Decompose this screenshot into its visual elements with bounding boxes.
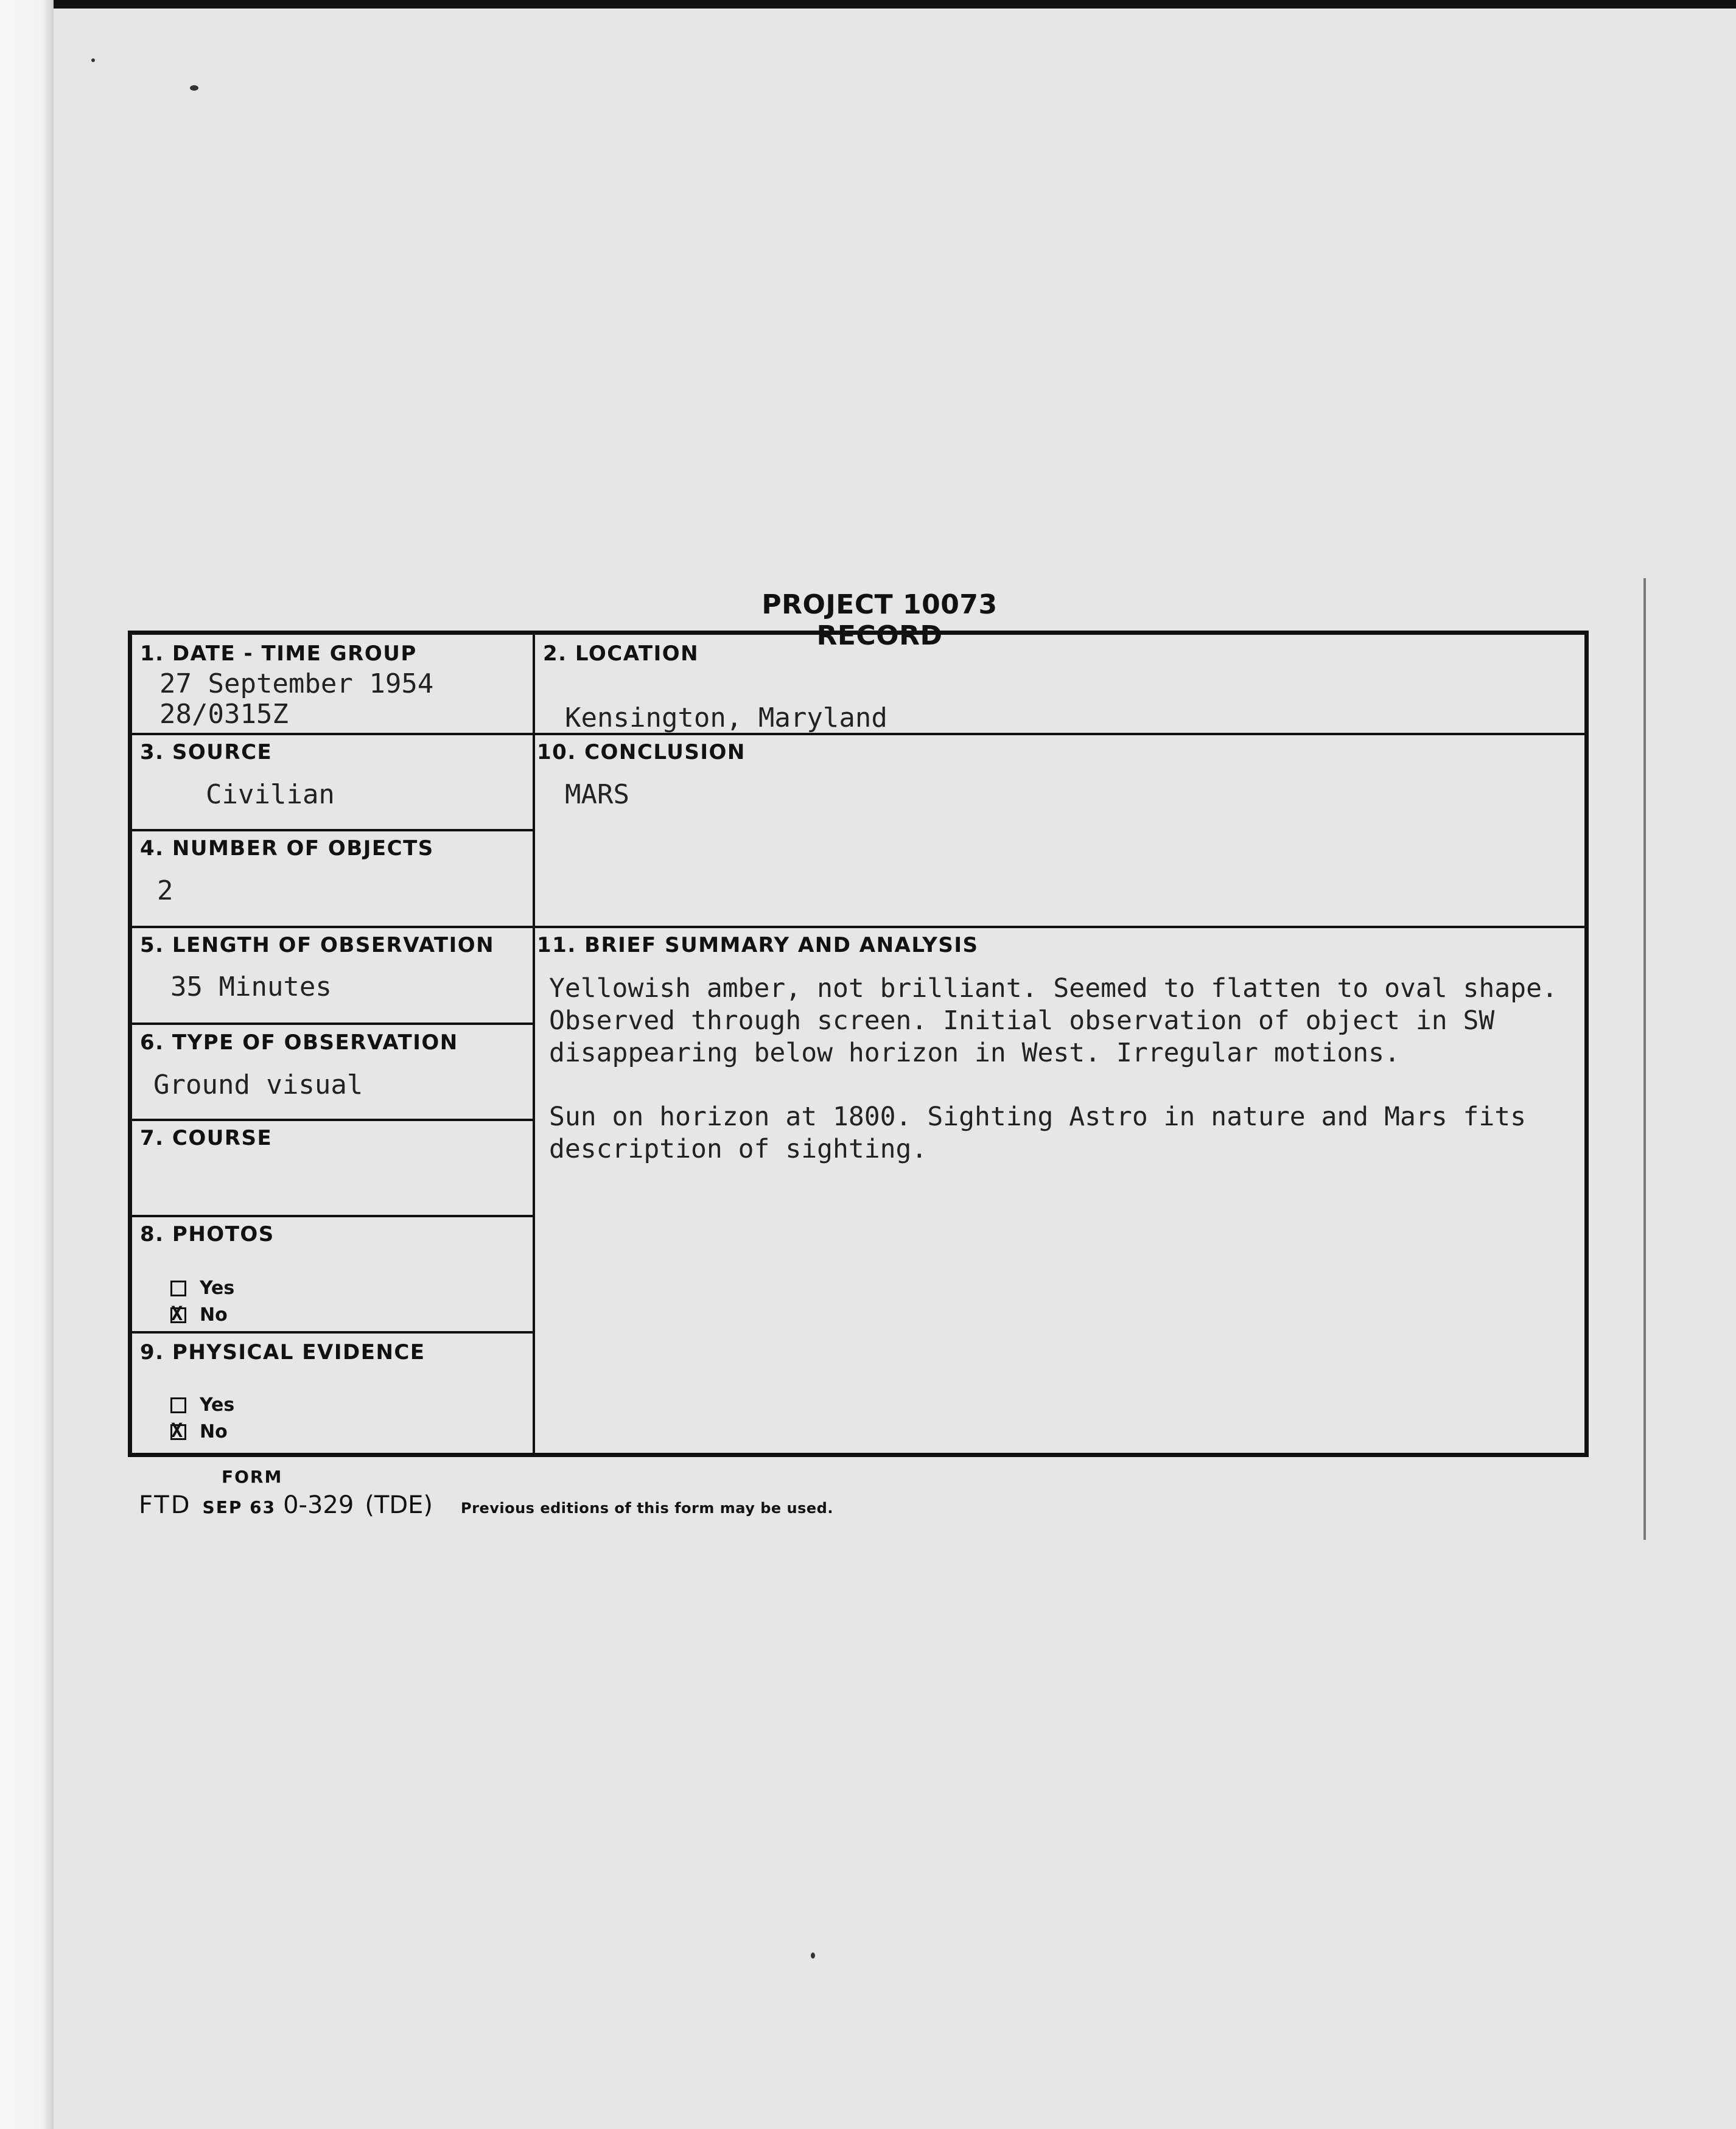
date-time-group-label: 1. DATE - TIME GROUP bbox=[140, 641, 417, 666]
photos-yes-checkbox bbox=[170, 1281, 186, 1296]
photos-label: 8. PHOTOS bbox=[140, 1222, 275, 1246]
physical-evidence-label: 9. PHYSICAL EVIDENCE bbox=[140, 1340, 425, 1365]
course-label: 7. COURSE bbox=[140, 1126, 273, 1150]
footer-form-id bbox=[139, 1491, 833, 1519]
footer-form-word: FORM bbox=[222, 1467, 283, 1487]
footer-sep: SEP 63 bbox=[202, 1497, 276, 1517]
page-top-edge bbox=[0, 0, 1736, 9]
footer-ftd: FTD bbox=[139, 1491, 192, 1519]
length-of-observation-label: 5. LENGTH OF OBSERVATION bbox=[140, 933, 495, 957]
physical-evidence-yes-label: Yes bbox=[200, 1394, 235, 1416]
row-divider bbox=[132, 1215, 534, 1217]
footer-note: Previous editions of this form may be used. bbox=[461, 1500, 833, 1517]
photos-yes-label: Yes bbox=[200, 1278, 235, 1299]
source-label: 3. SOURCE bbox=[140, 740, 273, 764]
type-of-observation-value: Ground visual bbox=[153, 1069, 363, 1100]
summary-label: 11. BRIEF SUMMARY AND ANALYSIS bbox=[537, 933, 979, 957]
physical-evidence-yes-checkbox bbox=[170, 1397, 186, 1413]
form-title: PROJECT 10073 RECORD bbox=[761, 589, 998, 651]
speck bbox=[811, 1952, 815, 1959]
footer-tde: (TDE) bbox=[365, 1491, 433, 1519]
location-value: Kensington, Maryland bbox=[565, 702, 887, 733]
photos-no-option bbox=[170, 1304, 228, 1326]
summary-paragraph-1: Yellowish amber, not brilliant. Seemed to flatten to oval shape. Observed through screen. Initial observation of object in SW disappearing below horizon in West. Irregular motions. bbox=[549, 973, 1558, 1068]
physical-evidence-no-checkbox bbox=[170, 1424, 186, 1440]
row-divider bbox=[132, 1119, 534, 1121]
photos-no-label: No bbox=[200, 1304, 228, 1326]
row-divider bbox=[132, 926, 1586, 928]
row-divider bbox=[132, 829, 534, 831]
number-of-objects-value: 2 bbox=[157, 875, 173, 906]
physical-evidence-no-option bbox=[170, 1421, 228, 1442]
conclusion-value: MARS bbox=[565, 779, 629, 810]
speck bbox=[91, 58, 95, 62]
page-left-edge bbox=[0, 0, 54, 2129]
row-divider bbox=[132, 1331, 534, 1334]
length-of-observation-value: 35 Minutes bbox=[170, 971, 332, 1002]
row-divider bbox=[132, 1023, 534, 1025]
source-value: Civilian bbox=[206, 779, 335, 810]
number-of-objects-label: 4. NUMBER OF OBJECTS bbox=[140, 836, 434, 861]
speck bbox=[190, 85, 198, 91]
date-value: 27 September 1954 bbox=[159, 668, 434, 699]
footer-form-number: 0-329 bbox=[283, 1491, 354, 1519]
type-of-observation-label: 6. TYPE OF OBSERVATION bbox=[140, 1030, 458, 1055]
conclusion-label: 10. CONCLUSION bbox=[537, 740, 746, 764]
physical-evidence-no-label: No bbox=[200, 1421, 228, 1442]
page-right-edge bbox=[1643, 578, 1646, 1540]
photos-no-checkbox bbox=[170, 1307, 186, 1323]
time-value: 28/0315Z bbox=[159, 699, 289, 730]
physical-evidence-yes-option bbox=[170, 1394, 234, 1416]
photos-yes-option bbox=[170, 1277, 234, 1299]
location-label: 2. LOCATION bbox=[543, 641, 699, 666]
summary-paragraph-2: Sun on horizon at 1800. Sighting Astro in nature and Mars fits description of sighting. bbox=[549, 1102, 1527, 1164]
summary-text bbox=[549, 973, 1584, 1197]
